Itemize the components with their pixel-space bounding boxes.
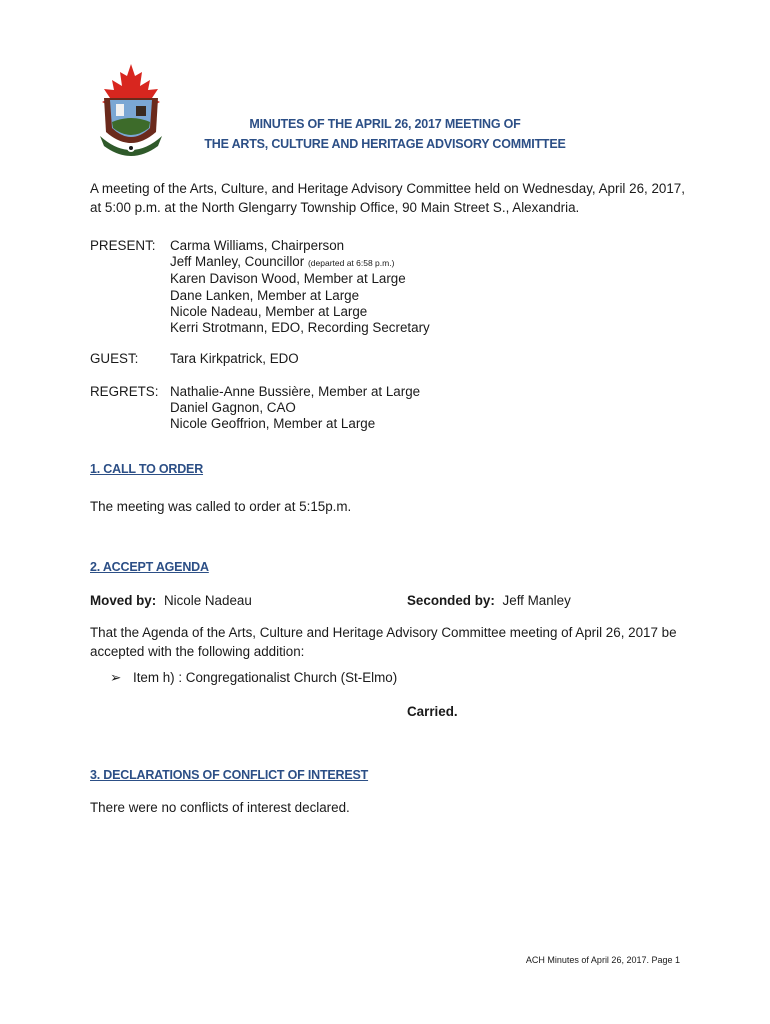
seconded-by-label: Seconded by: bbox=[407, 593, 495, 608]
present-member: Dane Lanken, Member at Large bbox=[170, 287, 360, 303]
seconded-by-name: Jeff Manley bbox=[502, 593, 571, 608]
section3-text: There were no conflicts of interest declared. bbox=[90, 800, 350, 815]
agenda-motion-line1: That the Agenda of the Arts, Culture and Heritage Advisory Committee meeting of April 26, 2017 be bbox=[90, 625, 677, 640]
document-title-line2: THE ARTS, CULTURE AND HERITAGE ADVISORY COMMITTEE bbox=[204, 137, 566, 151]
seconded-by bbox=[407, 593, 571, 608]
intro-line1: A meeting of the Arts, Culture, and Heritage Advisory Committee held on Wednesday, April 26, 2017, bbox=[90, 181, 685, 196]
agenda-motion-text bbox=[90, 623, 690, 661]
page-footer: ACH Minutes of April 26, 2017. Page 1 bbox=[525, 955, 680, 965]
moved-by-label: Moved by: bbox=[90, 593, 157, 608]
regrets-list bbox=[170, 384, 420, 433]
present-member: Kerri Strotmann, EDO, Recording Secretary bbox=[170, 320, 430, 336]
present-member: Karen Davison Wood, Member at Large bbox=[170, 271, 406, 287]
present-list bbox=[170, 238, 430, 336]
agenda-bullet-item bbox=[110, 670, 397, 686]
regrets-member: Nathalie-Anne Bussière, Member at Large bbox=[170, 384, 421, 399]
carried-label: Carried. bbox=[407, 704, 458, 719]
section3-heading: 3. DECLARATIONS OF CONFLICT OF INTEREST bbox=[90, 768, 369, 782]
intro-line2: at 5:00 p.m. at the North Glengarry Township Office, 90 Main Street S., Alexandria. bbox=[90, 200, 580, 215]
section1-text: The meeting was called to order at 5:15p.m. bbox=[90, 499, 352, 514]
present-member-with-note bbox=[170, 254, 430, 271]
agenda-motion-line2: accepted with the following addition: bbox=[90, 644, 305, 659]
intro-paragraph bbox=[90, 179, 690, 217]
moved-by-name: Nicole Nadeau bbox=[163, 593, 252, 608]
present-member: Nicole Nadeau, Member at Large bbox=[170, 303, 368, 319]
present-label: PRESENT: bbox=[90, 238, 156, 253]
regrets-member: Nicole Geoffrion, Member at Large bbox=[170, 416, 376, 432]
present-member: Carma Williams, Chairperson bbox=[170, 238, 345, 253]
present-member: Jeff Manley, Councillor bbox=[170, 254, 305, 270]
document-title-line1: MINUTES OF THE APRIL 26, 2017 MEETING OF bbox=[249, 117, 521, 131]
moved-by bbox=[90, 593, 252, 608]
section1-heading: 1. CALL TO ORDER bbox=[90, 462, 204, 476]
regrets-label: REGRETS: bbox=[90, 384, 159, 399]
regrets-member: Daniel Gagnon, CAO bbox=[170, 400, 296, 416]
guest-name: Tara Kirkpatrick, EDO bbox=[170, 351, 299, 366]
departure-note: (departed at 6:58 p.m.) bbox=[307, 258, 395, 269]
section2-heading: 2. ACCEPT AGENDA bbox=[90, 560, 209, 574]
arrow-bullet-icon: ➢ bbox=[110, 670, 122, 685]
guest-label: GUEST: bbox=[90, 351, 139, 366]
agenda-bullet-text: Item h) : Congregationalist Church (St-Elmo) bbox=[132, 670, 398, 685]
